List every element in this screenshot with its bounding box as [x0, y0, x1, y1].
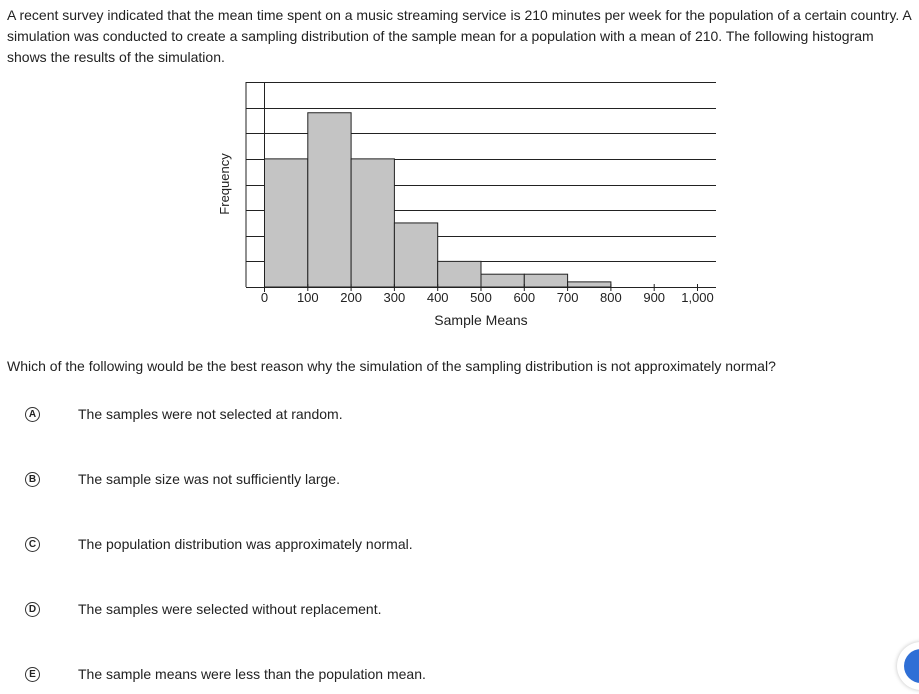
- choice-c-text[interactable]: The population distribution was approximately normal.: [78, 536, 413, 552]
- x-tick-label: 900: [643, 290, 666, 305]
- x-tick-label: 0: [260, 290, 269, 305]
- question-prompt: Which of the following would be the best reason why the simulation of the sampling distribution is not approximately normal?: [7, 358, 776, 374]
- x-tick-label: 1,000: [681, 290, 714, 305]
- y-axis-label: Frequency: [217, 153, 232, 215]
- choice-a-letter[interactable]: A: [25, 407, 40, 422]
- choice-c-letter[interactable]: C: [25, 537, 40, 552]
- x-axis-label: Sample Means: [434, 312, 528, 328]
- x-tick-label: 300: [383, 290, 406, 305]
- x-tick-label: 500: [470, 290, 492, 305]
- histogram-bar: [351, 159, 394, 287]
- choice-b-text[interactable]: The sample size was not sufficiently large.: [78, 471, 340, 487]
- x-tick-label: 400: [426, 290, 449, 305]
- histogram-bar: [394, 223, 437, 287]
- choice-e-letter[interactable]: E: [25, 667, 40, 682]
- histogram-bar: [308, 113, 351, 287]
- choice-d-letter[interactable]: D: [25, 602, 40, 617]
- histogram-bar: [524, 274, 567, 287]
- histogram-bar: [438, 261, 481, 287]
- histogram-bar: [568, 282, 611, 287]
- choice-e[interactable]: [20, 661, 540, 687]
- choice-a[interactable]: [20, 401, 540, 427]
- choice-e-text[interactable]: The sample means were less than the population mean.: [78, 666, 426, 682]
- histogram-bar: [265, 159, 308, 287]
- x-tick-label: 600: [513, 290, 536, 305]
- choice-d[interactable]: [20, 596, 540, 622]
- histogram-bar: [481, 274, 524, 287]
- floating-action-icon[interactable]: [904, 649, 919, 683]
- question-stem: A recent survey indicated that the mean time spent on a music streaming service is 210 minutes per week for the population of a certain country. A simulation was conducted to create a sampling distribution of the sample mean for a population with a mean of 210. The following histogram shows the results of the simulation.: [7, 7, 911, 65]
- x-tick-label: 700: [556, 290, 579, 305]
- choice-b-letter[interactable]: B: [25, 472, 40, 487]
- choice-b[interactable]: [20, 466, 540, 492]
- choice-d-text[interactable]: The samples were selected without replacement.: [78, 601, 382, 617]
- choice-c[interactable]: [20, 531, 540, 557]
- x-tick-label: 200: [340, 290, 362, 305]
- x-tick-label: 100: [296, 290, 319, 305]
- x-tick-label: 800: [600, 290, 622, 305]
- choice-a-text[interactable]: The samples were not selected at random.: [78, 406, 343, 422]
